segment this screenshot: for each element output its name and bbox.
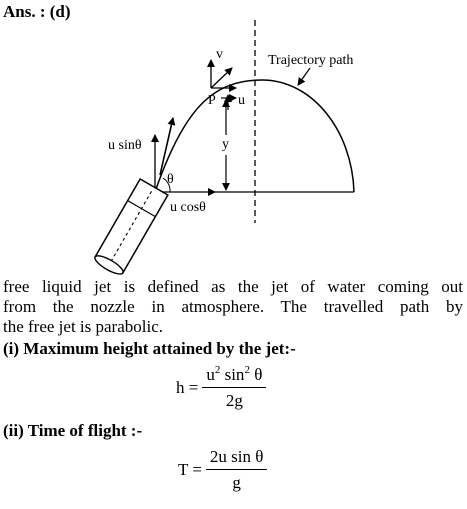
formula-lhs: h = [176,378,199,397]
section-heading-time-of-flight: (ii) Time of flight :- [3,421,143,440]
label-ucos: u cosθ [170,200,206,215]
tangent-arrow [160,118,173,175]
description-paragraph [3,277,463,337]
paragraph-line: free liquid jet is defined as the jet of water coming out [3,277,463,296]
answer-label: Ans. : (d) [3,2,71,21]
label-v: v [216,47,223,62]
section-heading-max-height: (i) Maximum height attained by the jet:- [3,339,296,358]
trajectory-pointer [298,68,310,85]
formula-lhs: T = [178,460,202,479]
label-usin: u sinθ [108,138,142,153]
formula-max-height [176,365,266,411]
label-y: y [222,137,229,152]
label-p: P [208,93,216,108]
fraction-numerator: 2u sin θ [206,447,267,470]
formula-time-of-flight [178,447,267,493]
paragraph-line: the free jet is parabolic. [3,317,164,336]
nozzle [93,179,168,275]
trajectory-label: Trajectory path [268,53,354,68]
resultant-arrow [211,68,232,88]
paragraph-line: from the nozzle in atmosphere. The travelled path by [3,297,463,316]
fraction [206,447,267,493]
fraction-denominator: g [232,473,241,492]
label-theta: θ [167,172,174,187]
fraction [202,365,266,411]
fraction-numerator: $u^2$ $\sin^2 \theta$ [202,365,266,388]
fraction-denominator: 2g [225,391,243,410]
label-u: u [238,93,245,108]
